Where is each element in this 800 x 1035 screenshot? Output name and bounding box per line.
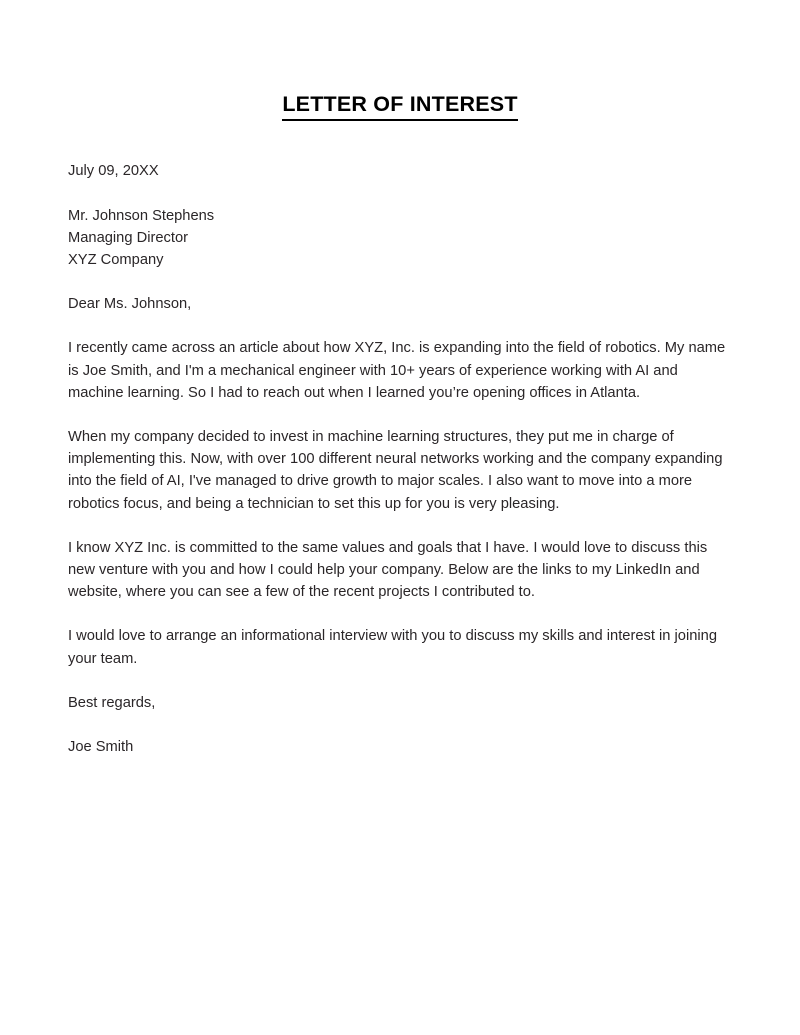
letter-date: July 09, 20XX bbox=[68, 163, 159, 180]
salutation: Dear Ms. Johnson, bbox=[68, 296, 192, 313]
signature-name: Joe Smith bbox=[68, 739, 134, 756]
body-paragraph-2: When my company decided to invest in machine learning structures, they put me in charge of implementing this. Now, with over 100 different neural networks working and the company expanding into the field of AI, I've managed to drive growth to major scales. I also want to move into a more robotics focus, and being a technician to set this up for you is very pleasing. bbox=[68, 428, 723, 512]
closing-phrase: Best regards, bbox=[68, 694, 156, 711]
body-paragraph-3: I know XYZ Inc. is committed to the same values and goals that I have. I would love to discuss this new venture with you and how I could help your company. Below are the links to my LinkedIn and website, where you can see a few of the recent projects I contributed to. bbox=[68, 539, 708, 601]
page-title-text: LETTER OF INTEREST bbox=[282, 92, 517, 121]
recipient-job-title: Managing Director bbox=[68, 229, 189, 246]
recipient-company: XYZ Company bbox=[68, 251, 164, 268]
page-title bbox=[68, 0, 732, 121]
body-paragraph-1: I recently came across an article about how XYZ, Inc. is expanding into the field of robotics. My name is Joe Smith, and I'm a mechanical engineer with 10+ years of experience working with AI and machine learning. So I had to reach out when I learned you’re opening offices in Atlanta. bbox=[68, 340, 726, 401]
recipient-address-block bbox=[68, 205, 732, 272]
letter-body bbox=[68, 160, 732, 758]
body-paragraph-4: I would love to arrange an informational interview with you to discuss my skills and interest in joining your team. bbox=[68, 628, 718, 667]
recipient-name: Mr. Johnson Stephens bbox=[68, 207, 215, 224]
